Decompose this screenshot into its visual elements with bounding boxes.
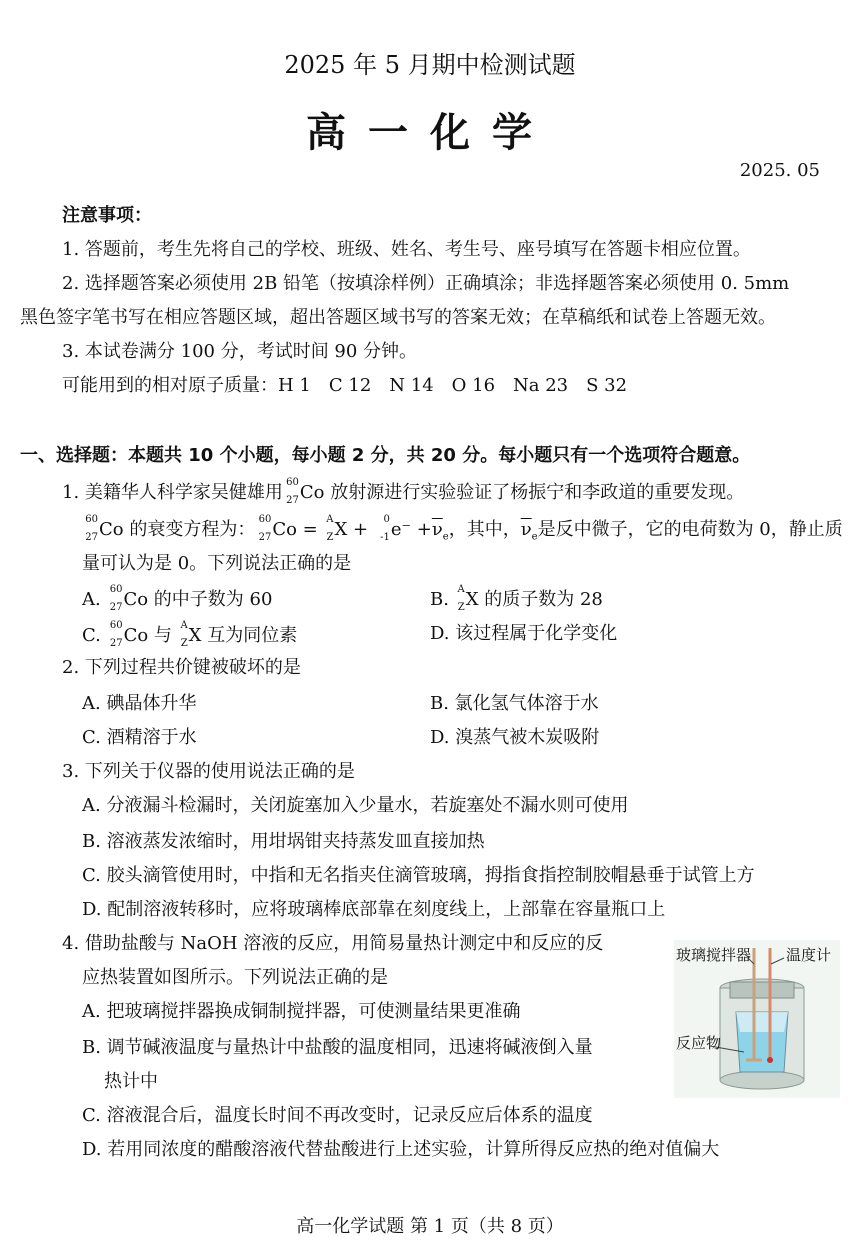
exam-title: 2025 年 5 月期中检测试题	[284, 51, 576, 79]
q2-option-b: B. 氯化氢气体溶于水	[430, 693, 599, 714]
label-glass-stirrer: 玻璃搅拌器	[676, 946, 752, 964]
q4-option-c: C. 溶液混合后，温度长时间不再改变时，记录反应后体系的温度	[82, 1105, 593, 1126]
q1-option-d: D. 该过程属于化学变化	[430, 623, 618, 644]
notice-heading: 注意事项：	[62, 205, 152, 226]
exam-date: 2025. 05	[739, 160, 820, 181]
label-thermometer: 温度计	[786, 946, 832, 964]
q1-stem-start: 1. 美籍华人科学家吴健雄用	[62, 482, 283, 503]
antineutrino-symbol-2: $\overline{\nu}$	[520, 519, 532, 540]
q2-option-d: D. 溴蒸气被木炭吸附	[430, 727, 600, 748]
q4-option-b-2: 热计中	[104, 1071, 158, 1092]
q1-stem-end: Co 放射源进行实验验证了杨振宁和李政道的重要发现。	[299, 482, 745, 503]
q1-line-1	[62, 479, 744, 507]
q1-option-c: C. 60 27 Co 与 A Z X 互为同位素	[82, 620, 298, 649]
q4-stem-2: 应热装置如图所示。下列说法正确的是	[82, 967, 388, 988]
q1-line-3: 量可认为是 0。下列说法正确的是	[82, 553, 352, 574]
q2-stem: 2. 下列过程共价键被破坏的是	[62, 657, 301, 678]
section-heading: 一、选择题：本题共 10 个小题，每小题 2 分，共 20 分。每小题只有一个选项符合题意。	[20, 445, 751, 466]
nuclide-co: 60 27	[109, 620, 123, 649]
nuclide-x: A Z	[457, 584, 465, 613]
q3-option-c: C. 胶头滴管使用时，中指和无名指夹住滴管玻璃，拇指食指控制胶帽悬垂于试管上方	[82, 865, 755, 886]
notice-item-1: 1. 答题前，考生先将自己的学校、班级、姓名、考生号、座号填写在答题卡相应位置。	[62, 239, 751, 260]
notice-item-2: 2. 选择题答案必须使用 2B 铅笔（按填涂样例）正确填涂；非选择题答案必须使用 0. 5mm	[62, 273, 790, 294]
label-reactant: 反应物	[676, 1034, 722, 1052]
nuclide-co: 60 27	[286, 477, 299, 506]
q3-option-a: A. 分液漏斗检漏时，关闭旋塞加入少量水，若旋塞处不漏水则可使用	[82, 795, 629, 816]
q4-stem-1: 4. 借助盐酸与 NaOH 溶液的反应，用简易量热计测定中和反应的反	[62, 933, 604, 954]
nuclide-co: 60 27	[85, 514, 98, 543]
q3-option-b: B. 溶液蒸发浓缩时，用坩埚钳夹持蒸发皿直接加热	[82, 831, 485, 852]
notice-item-3: 3. 本试卷满分 100 分，考试时间 90 分钟。	[62, 341, 418, 362]
q3-option-d: D. 配制溶液转移时，应将玻璃棒底部靠在刻度线上，上部靠在容量瓶口上	[82, 899, 666, 920]
page-footer: 高一化学试题 第 1 页（共 8 页）	[296, 1216, 564, 1237]
subject-title: 高一化学	[306, 110, 554, 156]
calorimeter-figure	[674, 940, 840, 1098]
q4-option-d: D. 若用同浓度的醋酸溶液代替盐酸进行上述实验，计算所得反应热的绝对值偏大	[82, 1139, 720, 1160]
notice-item-2-cont: 黑色签字笔书写在相应答题区域，超出答题区域书写的答案无效；在草稿纸和试卷上答题无效。	[20, 307, 776, 328]
q4-option-a: A. 把玻璃搅拌器换成铜制搅拌器，可使测量结果更准确	[82, 1001, 521, 1022]
q1-line-2: 60 27 Co 的衰变方程为： 60 27 Co = A Z X + 0 -1 $e^- +\overline{\nu}_e$，其中，$\overline{\nu}_e$是反中微子，它的电荷数为 0，静止质	[82, 516, 843, 550]
q1-option-b: B. A Z X 的质子数为 28	[430, 584, 603, 613]
nuclide-x: A Z	[326, 514, 334, 543]
q2-option-a: A. 碘晶体升华	[82, 693, 197, 714]
atomic-mass-line: 可能用到的相对原子质量：H 1 C 12 N 14 O 16 Na 23 S 32	[62, 375, 628, 396]
q4-option-b-1: B. 调节碱液温度与量热计中盐酸的温度相同，迅速将碱液倒入量	[82, 1037, 593, 1058]
nuclide-co: 60 27	[258, 514, 272, 543]
q2-option-c: C. 酒精溶于水	[82, 727, 197, 748]
q1-option-a: A. 60 27 Co 的中子数为 60	[82, 584, 273, 613]
nuclide-x: A Z	[180, 620, 188, 649]
q3-stem: 3. 下列关于仪器的使用说法正确的是	[62, 761, 355, 782]
antineutrino-symbol: $\overline{\nu}$	[431, 519, 443, 540]
nuclide-co: 60 27	[109, 584, 123, 613]
nuclide-e: 0 -1	[380, 514, 390, 543]
